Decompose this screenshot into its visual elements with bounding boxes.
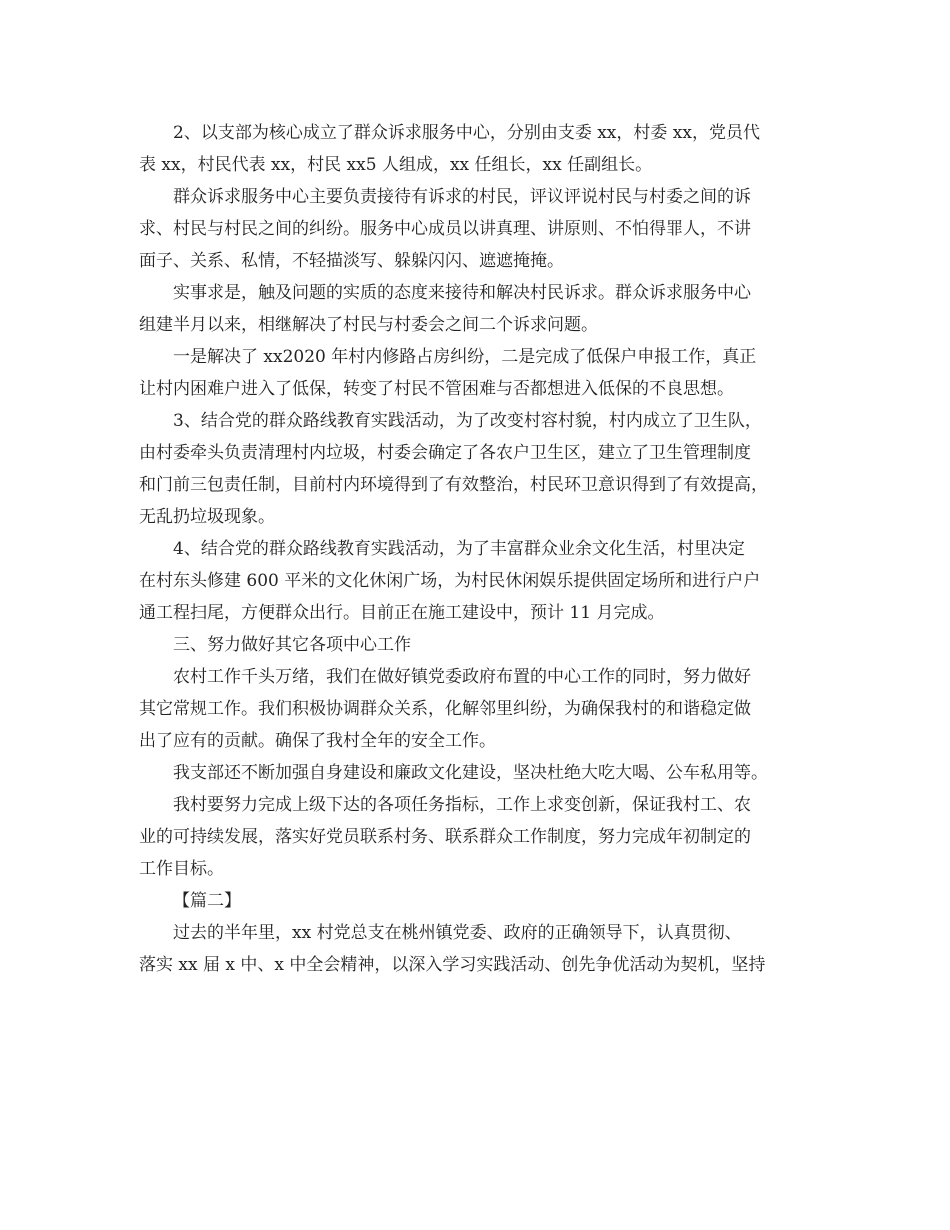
paragraph-line: 工作目标。 <box>139 859 224 879</box>
paragraph-line: 让村内困难户进入了低保，转变了村民不管困难与否都想进入低保的不良思想。 <box>139 379 734 399</box>
paragraph-line: 组建半月以来，相继解决了村民与村委会之间二个诉求问题。 <box>139 315 598 335</box>
paragraph-line: 实事求是，触及问题的实质的态度来接待和解决村民诉求。群众诉求服务中心 <box>173 283 751 303</box>
paragraph-line: 4、结合党的群众路线教育实践活动，为了丰富群众业余文化生活，村里决定 <box>173 539 745 559</box>
paragraph-line: 我村要努力完成上级下达的各项任务指标，工作上求变创新，保证我村工、农 <box>173 795 751 815</box>
paragraph-line: 无乱扔垃圾现象。 <box>139 507 275 527</box>
paragraph-line: 农村工作千头万绪，我们在做好镇党委政府布置的中心工作的同时，努力做好 <box>173 667 751 687</box>
paragraph-line: 和门前三包责任制，目前村内环境得到了有效整治，村民环卫意识得到了有效提高， <box>139 475 768 495</box>
paragraph-line: 表 xx，村民代表 xx，村民 xx5 人组成，xx 任组长，xx 任副组长。 <box>139 155 653 175</box>
paragraph-line: 出了应有的贡献。确保了我村全年的安全工作。 <box>139 731 496 751</box>
paragraph-line: 业的可持续发展，落实好党员联系村务、联系群众工作制度，努力完成年初制定的 <box>139 827 751 847</box>
paragraph-line: 落实 xx 届 x 中、x 中全会精神，以深入学习实践活动、创先争优活动为契机，坚持 <box>139 955 766 975</box>
paragraph-line: 由村委牵头负责清理村内垃圾，村委会确定了各农户卫生区，建立了卫生管理制度 <box>139 443 751 463</box>
paragraph-line: 我支部还不断加强自身建设和廉政文化建设，坚决杜绝大吃大喝、公车私用等。 <box>173 763 768 783</box>
paragraph-line: 一是解决了 xx2020 年村内修路占房纠纷，二是完成了低保户申报工作，真正 <box>173 347 757 367</box>
paragraph-line: 面子、关系、私情，不轻描淡写、躲躲闪闪、遮遮掩掩。 <box>139 251 564 271</box>
paragraph-line: 在村东头修建 600 平米的文化休闲广场，为村民休闲娱乐提供固定场所和进行户户 <box>139 571 761 591</box>
paragraph-line: 3、结合党的群众路线教育实践活动，为了改变村容村貌，村内成立了卫生队， <box>173 411 762 431</box>
paragraph-line: 其它常规工作。我们积极协调群众关系，化解邻里纠纷，为确保我村的和谐稳定做 <box>139 699 751 719</box>
document-body <box>139 117 829 981</box>
paragraph-line: 群众诉求服务中心主要负责接待有诉求的村民，评议评说村民与村委之间的诉 <box>173 187 751 207</box>
paragraph-line: 过去的半年里，xx 村党总支在桃州镇党委、政府的正确领导下，认真贯彻、 <box>173 923 742 943</box>
paragraph-line: 求、村民与村民之间的纠纷。服务中心成员以讲真理、讲原则、不怕得罪人，不讲 <box>139 219 751 239</box>
paragraph-line: 通工程扫尾，方便群众出行。目前正在施工建设中，预计 11 月完成。 <box>139 603 665 623</box>
section-heading: 三、努力做好其它各项中心工作 <box>173 635 411 655</box>
section-heading: 【篇二】 <box>173 891 241 911</box>
paragraph-line: 2、以支部为核心成立了群众诉求服务中心，分别由支委 xx，村委 xx，党员代 <box>173 123 760 143</box>
